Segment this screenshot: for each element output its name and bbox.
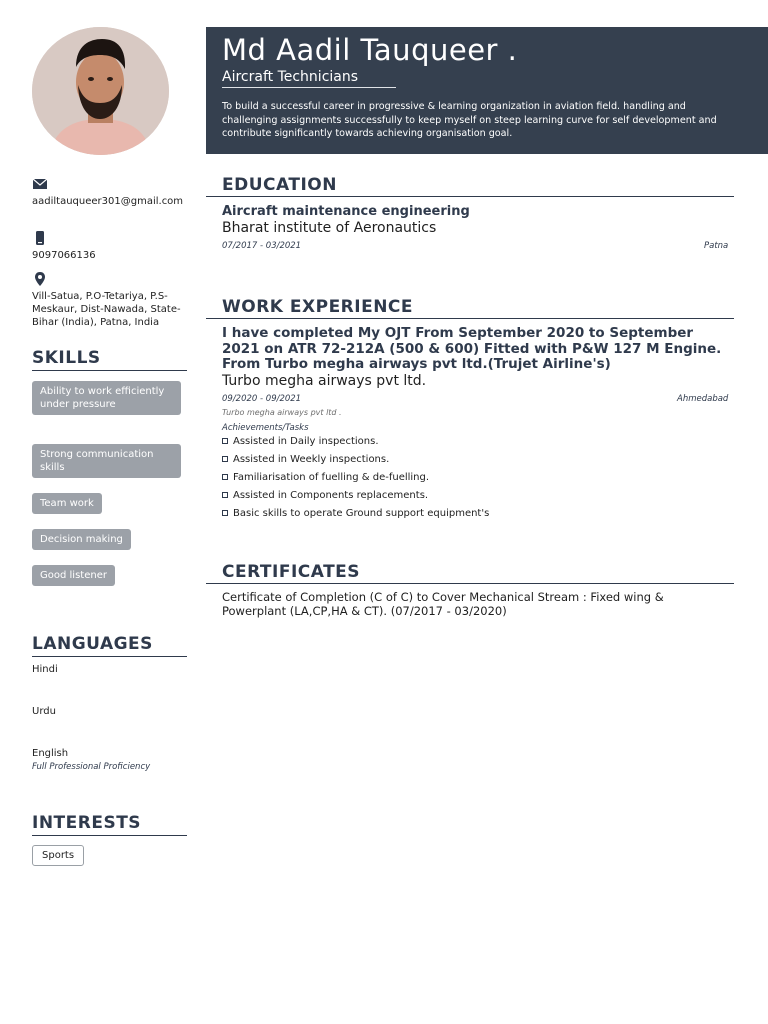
- square-bullet-icon: [222, 510, 228, 516]
- education-location: Patna: [704, 241, 729, 251]
- language-name: Urdu: [32, 706, 56, 717]
- list-item: [222, 489, 722, 507]
- contact-email: [32, 176, 187, 208]
- work-experience-title: I have completed My OJT From September 2020 to September 2021 on ATR 72-212A (500 & 600) Fitted with P&W 127 M Engine. From Turbo megha airways pvt ltd.(Trujet Airline's): [222, 325, 722, 372]
- skill-item: Ability to work efficiently under pressure: [32, 381, 181, 415]
- work-experience-company: Turbo megha airways pvt ltd.: [222, 373, 427, 389]
- education-dates: 07/2017 - 03/2021: [222, 241, 302, 251]
- contact-phone: [32, 230, 187, 262]
- work-experience-company-sub: Turbo megha airways pvt ltd .: [222, 408, 342, 417]
- skill-item: Good listener: [32, 565, 115, 586]
- languages-heading: LANGUAGES: [32, 634, 187, 657]
- work-experience-location: Ahmedabad: [677, 394, 729, 404]
- square-bullet-icon: [222, 438, 228, 444]
- profile-photo: [32, 27, 169, 155]
- interest-item: Sports: [32, 845, 84, 866]
- address-text: Vill-Satua, P.O-Tetariya, P.S-Meskaur, Dist-Nawada, State-Bihar (India), Patna, India: [32, 291, 181, 328]
- list-item: [222, 507, 722, 525]
- task-list: [222, 435, 722, 525]
- list-item: [222, 453, 722, 471]
- task-text: Assisted in Daily inspections.: [233, 436, 379, 447]
- achievements-label: Achievements/Tasks: [222, 423, 309, 433]
- candidate-name: Md Aadil Tauqueer .: [222, 33, 518, 67]
- skill-item: Team work: [32, 493, 102, 514]
- square-bullet-icon: [222, 492, 228, 498]
- skill-item: Decision making: [32, 529, 131, 550]
- career-summary: To build a successful career in progressive & learning organization in aviation field. handling and challenging assignments successfully to keep myself on steep learning curve for self development and contribute significantly towards achieving organisation goal.: [222, 101, 717, 139]
- location-pin-icon: [32, 271, 48, 287]
- education-school: Bharat institute of Aeronautics: [222, 220, 437, 236]
- task-text: Basic skills to operate Ground support equipment's: [233, 508, 490, 519]
- header-banner: [206, 27, 768, 154]
- work-experience-dates: 09/2020 - 09/2021: [222, 394, 302, 404]
- list-item: [222, 435, 722, 453]
- skills-heading: SKILLS: [32, 348, 187, 371]
- language-name: English: [32, 748, 69, 759]
- envelope-icon: [32, 176, 48, 192]
- list-item: [222, 471, 722, 489]
- contact-address: [32, 271, 187, 329]
- job-title: Aircraft Technicians: [222, 69, 396, 88]
- education-degree: Aircraft maintenance engineering: [222, 204, 470, 219]
- certificates-heading: CERTIFICATES: [206, 562, 734, 584]
- task-text: Familiarisation of fuelling & de-fuelling.: [233, 472, 430, 483]
- phone-icon: [32, 230, 48, 246]
- phone-text[interactable]: 9097066136: [32, 250, 96, 261]
- certificate-text: Certificate of Completion (C of C) to Cover Mechanical Stream : Fixed wing & Powerplant (LA,CP,HA & CT). (07/2017 - 03/2020): [222, 590, 664, 618]
- skill-item: Strong communication skills: [32, 444, 181, 478]
- work-experience-heading: WORK EXPERIENCE: [206, 297, 734, 319]
- language-name: Hindi: [32, 664, 58, 675]
- email-text[interactable]: aadiltauqueer301@gmail.com: [32, 196, 184, 207]
- square-bullet-icon: [222, 474, 228, 480]
- avatar: [32, 27, 169, 155]
- language-level: Full Professional Proficiency: [32, 762, 151, 772]
- interests-heading: INTERESTS: [32, 813, 187, 836]
- education-heading: EDUCATION: [206, 175, 734, 197]
- task-text: Assisted in Components replacements.: [233, 490, 429, 501]
- square-bullet-icon: [222, 456, 228, 462]
- task-text: Assisted in Weekly inspections.: [233, 454, 390, 465]
